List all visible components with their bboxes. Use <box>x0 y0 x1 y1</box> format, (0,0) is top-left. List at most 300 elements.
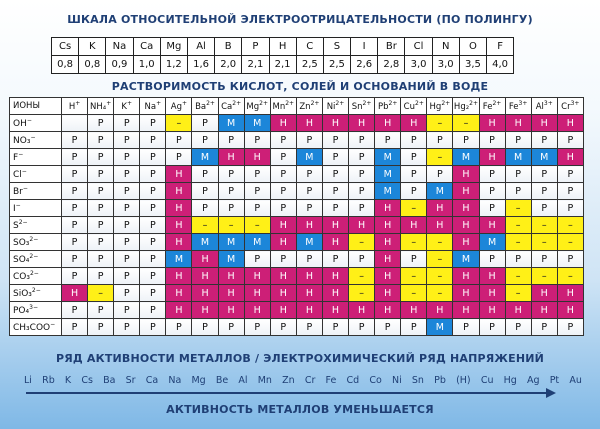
solubility-cell: – <box>427 268 453 285</box>
solubility-cell: P <box>218 200 244 217</box>
solubility-cell: P <box>114 217 140 234</box>
solubility-row <box>10 183 584 200</box>
solubility-cell: P <box>349 166 375 183</box>
activity-metal: Mg <box>191 375 206 386</box>
solubility-cell: P <box>531 319 557 336</box>
anion-symbol: F <box>13 153 19 163</box>
solubility-cell: P <box>140 319 166 336</box>
activity-metal: Pb <box>434 375 446 386</box>
cation-header <box>349 98 375 115</box>
solubility-cell: P <box>505 319 531 336</box>
solubility-cell: M <box>218 115 244 132</box>
solubility-cell: P <box>62 268 88 285</box>
solubility-cell: H <box>166 183 192 200</box>
anion-symbol: PO₄ <box>13 306 30 316</box>
anion-charge: 2− <box>31 287 41 294</box>
solubility-cell: P <box>401 166 427 183</box>
solubility-cell: – <box>453 115 479 132</box>
cation-symbol: Fe <box>508 101 519 112</box>
anion-symbol: OH <box>13 119 27 129</box>
solubility-cell: H <box>453 183 479 200</box>
activity-metal: Ca <box>145 375 159 386</box>
element-symbol: Na <box>106 38 133 56</box>
solubility-cell: P <box>114 200 140 217</box>
solubility-cell: – <box>505 234 531 251</box>
solubility-row <box>10 200 584 217</box>
solubility-cell: H <box>218 268 244 285</box>
element-symbol: Mg <box>160 38 187 56</box>
solubility-cell: H <box>270 285 296 302</box>
solubility-cell: – <box>531 217 557 234</box>
solubility-cell: – <box>531 234 557 251</box>
solubility-row <box>10 302 584 319</box>
solubility-cell: H <box>375 115 401 132</box>
solubility-cell: P <box>114 285 140 302</box>
solubility-cell: H <box>270 268 296 285</box>
solubility-cell: H <box>427 200 453 217</box>
solubility-cell: P <box>349 132 375 149</box>
solubility-cell: P <box>322 183 348 200</box>
cation-symbol: Fe <box>482 101 493 112</box>
cation-header <box>531 98 557 115</box>
solubility-cell: P <box>114 183 140 200</box>
anion-symbol: Cl <box>13 170 22 180</box>
solubility-cell: P <box>192 319 218 336</box>
solubility-cell: P <box>114 132 140 149</box>
solubility-row <box>10 234 584 251</box>
solubility-cell: H <box>453 234 479 251</box>
cation-symbol: NH₄ <box>90 101 107 112</box>
cation-symbol: Zn <box>299 101 311 112</box>
solubility-cell: – <box>349 285 375 302</box>
cation-charge: 2+ <box>388 100 398 108</box>
solubility-cell: – <box>505 217 531 234</box>
solubility-cell: – <box>427 149 453 166</box>
cation-symbol: Al <box>535 101 544 112</box>
solubility-cell: P <box>192 200 218 217</box>
cation-header <box>192 98 218 115</box>
activity-metal: Be <box>215 375 229 386</box>
element-symbol: S <box>323 38 350 56</box>
solubility-cell: H <box>375 200 401 217</box>
solubility-cell: H <box>531 115 557 132</box>
solubility-cell: P <box>296 251 322 268</box>
solubility-cell: H <box>270 302 296 319</box>
solubility-cell: P <box>218 319 244 336</box>
solubility-cell: H <box>401 115 427 132</box>
solubility-cell: H <box>349 217 375 234</box>
solubility-cell: M <box>505 149 531 166</box>
solubility-row <box>10 132 584 149</box>
solubility-cell: P <box>349 149 375 166</box>
solubility-row <box>10 285 584 302</box>
activity-metal: Hg <box>503 375 517 386</box>
electronegativity-value: 1,2 <box>160 56 187 74</box>
solubility-cell: P <box>270 200 296 217</box>
solubility-cell: H <box>505 302 531 319</box>
solubility-cell: H <box>62 285 88 302</box>
solubility-cell: P <box>62 217 88 234</box>
solubility-cell: H <box>375 268 401 285</box>
activity-metal: Cs <box>81 375 93 386</box>
solubility-cell: H <box>322 302 348 319</box>
anion-symbol: S <box>13 221 19 231</box>
solubility-cell: P <box>322 132 348 149</box>
cation-header <box>218 98 244 115</box>
anion-header <box>10 166 62 183</box>
element-symbol: K <box>79 38 106 56</box>
cation-header <box>166 98 192 115</box>
solubility-cell: H <box>375 234 401 251</box>
solubility-cell: P <box>557 251 583 268</box>
electronegativity-value: 0,8 <box>79 56 106 74</box>
anion-charge: − <box>15 202 21 209</box>
solubility-cell: P <box>88 234 114 251</box>
solubility-cell: P <box>218 183 244 200</box>
solubility-cell: M <box>427 319 453 336</box>
anion-symbol: SiO₃ <box>13 289 32 299</box>
solubility-cell: P <box>62 251 88 268</box>
cation-symbol: Ca <box>221 101 233 112</box>
cation-symbol: Ni <box>326 101 336 112</box>
solubility-cell: P <box>531 251 557 268</box>
activity-metal: K <box>64 375 72 386</box>
solubility-cell: H <box>296 115 322 132</box>
solubility-cell: H <box>375 251 401 268</box>
solubility-cell: P <box>244 200 270 217</box>
solubility-cell: P <box>62 149 88 166</box>
activity-metal: Ag <box>527 375 540 386</box>
solubility-cell: H <box>479 217 505 234</box>
solubility-cell: H <box>453 200 479 217</box>
electronegativity-table <box>51 37 514 74</box>
solubility-cell: P <box>505 132 531 149</box>
solubility-cell: P <box>270 166 296 183</box>
electronegativity-value: 2,6 <box>351 56 378 74</box>
solubility-cell: P <box>166 132 192 149</box>
solubility-cell: P <box>244 183 270 200</box>
activity-metal: Co <box>369 375 382 386</box>
anion-symbol: Br <box>13 187 23 197</box>
solubility-cell: H <box>531 302 557 319</box>
cation-header <box>270 98 296 115</box>
anion-charge: − <box>30 134 36 141</box>
solubility-cell: H <box>375 285 401 302</box>
solubility-cell: H <box>296 217 322 234</box>
anion-charge: − <box>26 117 32 124</box>
solubility-cell: P <box>427 132 453 149</box>
anion-header <box>10 183 62 200</box>
solubility-cell: P <box>140 251 166 268</box>
cation-header <box>62 98 88 115</box>
solubility-cell: P <box>505 251 531 268</box>
solubility-cell: P <box>401 132 427 149</box>
element-symbol: Cs <box>52 38 79 56</box>
solubility-cell: H <box>557 115 583 132</box>
anion-symbol: CO₃ <box>13 272 30 282</box>
solubility-cell: P <box>531 200 557 217</box>
solubility-cell: – <box>505 285 531 302</box>
solubility-cell: – <box>401 200 427 217</box>
solubility-cell: P <box>505 183 531 200</box>
solubility-cell: H <box>479 285 505 302</box>
solubility-cell: H <box>322 234 348 251</box>
solubility-cell: P <box>401 183 427 200</box>
anion-symbol: CH₃COO <box>13 323 51 333</box>
solubility-cell: P <box>140 234 166 251</box>
cation-charge: 3+ <box>543 100 553 108</box>
solubility-cell: H <box>166 200 192 217</box>
activity-series-title: РЯД АКТИВНОСТИ МЕТАЛЛОВ / ЭЛЕКТРОХИМИЧЕСКИЙ РЯД НАПРЯЖЕНИЙ <box>55 352 545 365</box>
activity-metal: Zn <box>282 375 295 386</box>
cation-charge: 2+ <box>206 100 215 108</box>
electronegativity-value: 3,0 <box>405 56 432 74</box>
electronegativity-value: 2,5 <box>323 56 350 74</box>
activity-metal: Cd <box>346 375 360 386</box>
cation-header <box>140 98 166 115</box>
solubility-cell: H <box>192 251 218 268</box>
solubility-cell: H <box>453 285 479 302</box>
solubility-cell: M <box>244 115 270 132</box>
cation-symbol: Mn <box>272 101 286 112</box>
solubility-cell: P <box>88 132 114 149</box>
activity-metal: Sn <box>411 375 424 386</box>
solubility-cell: P <box>557 183 583 200</box>
anion-charge: − <box>22 185 28 192</box>
solubility-cell: P <box>296 132 322 149</box>
element-symbol: N <box>432 38 459 56</box>
solubility-cell: H <box>244 149 270 166</box>
anion-symbol: SO₄ <box>13 255 30 265</box>
cation-symbol: Pb <box>377 101 389 112</box>
solubility-cell: H <box>505 115 531 132</box>
solubility-cell: P <box>62 166 88 183</box>
solubility-cell: P <box>114 319 140 336</box>
solubility-cell: H <box>296 268 322 285</box>
solubility-cell: H <box>427 302 453 319</box>
solubility-cell: H <box>479 268 505 285</box>
solubility-cell: H <box>453 217 479 234</box>
solubility-cell: P <box>479 166 505 183</box>
solubility-cell: P <box>244 251 270 268</box>
cation-header <box>479 98 505 115</box>
solubility-cell: – <box>166 115 192 132</box>
solubility-cell: – <box>427 251 453 268</box>
electronegativity-value: 2,0 <box>215 56 242 74</box>
solubility-cell: P <box>322 166 348 183</box>
solubility-cell: – <box>427 285 453 302</box>
solubility-cell: P <box>88 183 114 200</box>
solubility-cell: P <box>401 149 427 166</box>
solubility-cell: M <box>244 234 270 251</box>
solubility-row <box>10 319 584 336</box>
solubility-cell: H <box>192 268 218 285</box>
solubility-cell: P <box>192 166 218 183</box>
cation-header <box>296 98 322 115</box>
solubility-cell: P <box>557 166 583 183</box>
electronegativity-value: 3,5 <box>459 56 486 74</box>
solubility-cell: P <box>296 166 322 183</box>
solubility-cell: H <box>479 302 505 319</box>
solubility-cell: P <box>401 319 427 336</box>
cation-symbol: Hg₂ <box>453 101 470 112</box>
solubility-cell: P <box>88 217 114 234</box>
activity-decreasing-caption: АКТИВНОСТЬ МЕТАЛЛОВ УМЕНЬШАЕТСЯ <box>166 403 434 416</box>
solubility-cell: P <box>192 183 218 200</box>
solubility-row <box>10 251 584 268</box>
electronegativity-value: 1,0 <box>133 56 160 74</box>
solubility-cell: – <box>349 268 375 285</box>
solubility-cell: H <box>296 285 322 302</box>
cation-symbol: Cu <box>403 101 415 112</box>
activity-metal: Al <box>238 375 248 386</box>
solubility-cell: M <box>296 149 322 166</box>
element-symbol: C <box>296 38 323 56</box>
electronegativity-value: 3,0 <box>432 56 459 74</box>
anion-header <box>10 132 62 149</box>
solubility-cell: H <box>244 302 270 319</box>
solubility-cell: M <box>296 234 322 251</box>
solubility-cell: P <box>114 268 140 285</box>
cation-header <box>557 98 583 115</box>
solubility-cell: M <box>427 183 453 200</box>
solubility-cell: P <box>349 200 375 217</box>
activity-series <box>24 375 582 386</box>
solubility-cell: P <box>140 149 166 166</box>
solubility-cell: P <box>296 319 322 336</box>
solubility-cell: P <box>557 132 583 149</box>
solubility-cell: H <box>270 217 296 234</box>
activity-metal: Ba <box>103 375 116 386</box>
solubility-cell: P <box>140 132 166 149</box>
solubility-cell: M <box>375 166 401 183</box>
solubility-cell: – <box>505 268 531 285</box>
anion-charge: 3− <box>29 304 38 311</box>
element-symbol: Cl <box>405 38 432 56</box>
solubility-cell: P <box>88 115 114 132</box>
anion-header <box>10 115 62 132</box>
cation-charge: 2+ <box>259 100 268 108</box>
solubility-cell: P <box>296 200 322 217</box>
anion-symbol: NO₃ <box>13 136 31 146</box>
solubility-cell: P <box>140 302 166 319</box>
cation-charge: 2+ <box>441 100 451 108</box>
solubility-cell: P <box>88 319 114 336</box>
solubility-cell: P <box>62 200 88 217</box>
anion-header <box>10 268 62 285</box>
anion-charge: 2− <box>29 270 39 277</box>
cation-charge: 2+ <box>232 100 242 108</box>
solubility-cell: P <box>349 183 375 200</box>
solubility-row <box>10 149 584 166</box>
solubility-cell: P <box>62 319 88 336</box>
solubility-cell: P <box>322 200 348 217</box>
solubility-cell: H <box>427 217 453 234</box>
arrowhead-icon <box>546 388 556 398</box>
solubility-cell: H <box>401 302 427 319</box>
electronegativity-value: 1,6 <box>187 56 214 74</box>
solubility-cell: H <box>479 149 505 166</box>
cation-symbol: Hg <box>429 101 442 112</box>
activity-metal: Au <box>569 375 582 386</box>
solubility-cell: P <box>88 268 114 285</box>
solubility-cell: P <box>479 319 505 336</box>
solubility-cell: H <box>531 285 557 302</box>
activity-metal: Ni <box>391 375 402 386</box>
solubility-cell: P <box>322 319 348 336</box>
cation-charge: + <box>75 100 81 108</box>
solubility-cell: M <box>375 183 401 200</box>
solubility-row <box>10 217 584 234</box>
anion-charge: 2− <box>29 253 39 260</box>
cation-header <box>401 98 427 115</box>
solubility-cell: P <box>62 302 88 319</box>
element-symbol: Al <box>187 38 214 56</box>
ions-corner-label: ИОНЫ <box>10 98 62 115</box>
solubility-cell: H <box>166 217 192 234</box>
anion-header <box>10 217 62 234</box>
solubility-cell: H <box>479 115 505 132</box>
solubility-cell: P <box>479 183 505 200</box>
solubility-cell: – <box>427 234 453 251</box>
solubility-cell: – <box>557 234 583 251</box>
solubility-cell: P <box>375 132 401 149</box>
solubility-cell: H <box>349 302 375 319</box>
cation-charge: + <box>127 100 133 108</box>
solubility-cell: P <box>114 251 140 268</box>
element-symbol: H <box>269 38 296 56</box>
solubility-cell: M <box>192 234 218 251</box>
cation-charge: 2+ <box>285 100 295 108</box>
cation-header <box>427 98 453 115</box>
electronegativity-title: ШКАЛА ОТНОСИТЕЛЬНОЙ ЭЛЕКТРООТРИЦАТЕЛЬНОСТИ (ПО ПОЛИНГУ) <box>67 13 533 26</box>
cation-symbol: K <box>121 101 127 112</box>
activity-metal: Pt <box>549 375 560 386</box>
element-symbol: Ca <box>133 38 160 56</box>
solubility-cell: P <box>192 132 218 149</box>
cation-charge: 2+ <box>492 100 502 108</box>
cation-header <box>375 98 401 115</box>
solubility-cell: H <box>453 268 479 285</box>
activity-metal: Cu <box>480 375 494 386</box>
solubility-cell: M <box>218 251 244 268</box>
solubility-cell: P <box>140 115 166 132</box>
solubility-cell: H <box>192 285 218 302</box>
anion-header <box>10 319 62 336</box>
solubility-cell: H <box>270 234 296 251</box>
solubility-cell: P <box>114 115 140 132</box>
solubility-cell: P <box>531 166 557 183</box>
solubility-cell: H <box>244 268 270 285</box>
solubility-cell: M <box>218 234 244 251</box>
anion-charge: 2− <box>29 236 39 243</box>
solubility-cell: – <box>401 268 427 285</box>
anion-charge: − <box>18 151 24 158</box>
activity-arrow <box>26 392 548 394</box>
electronegativity-value: 2,1 <box>242 56 269 74</box>
solubility-cell: H <box>322 268 348 285</box>
solubility-row <box>10 166 584 183</box>
cation-charge: 2+ <box>310 100 320 108</box>
solubility-cell: P <box>349 319 375 336</box>
solubility-cell: H <box>557 285 583 302</box>
solubility-cell: P <box>140 200 166 217</box>
solubility-cell: – <box>401 234 427 251</box>
solubility-cell: M <box>375 149 401 166</box>
solubility-cell: H <box>244 285 270 302</box>
element-symbol: Br <box>378 38 405 56</box>
solubility-row <box>10 268 584 285</box>
